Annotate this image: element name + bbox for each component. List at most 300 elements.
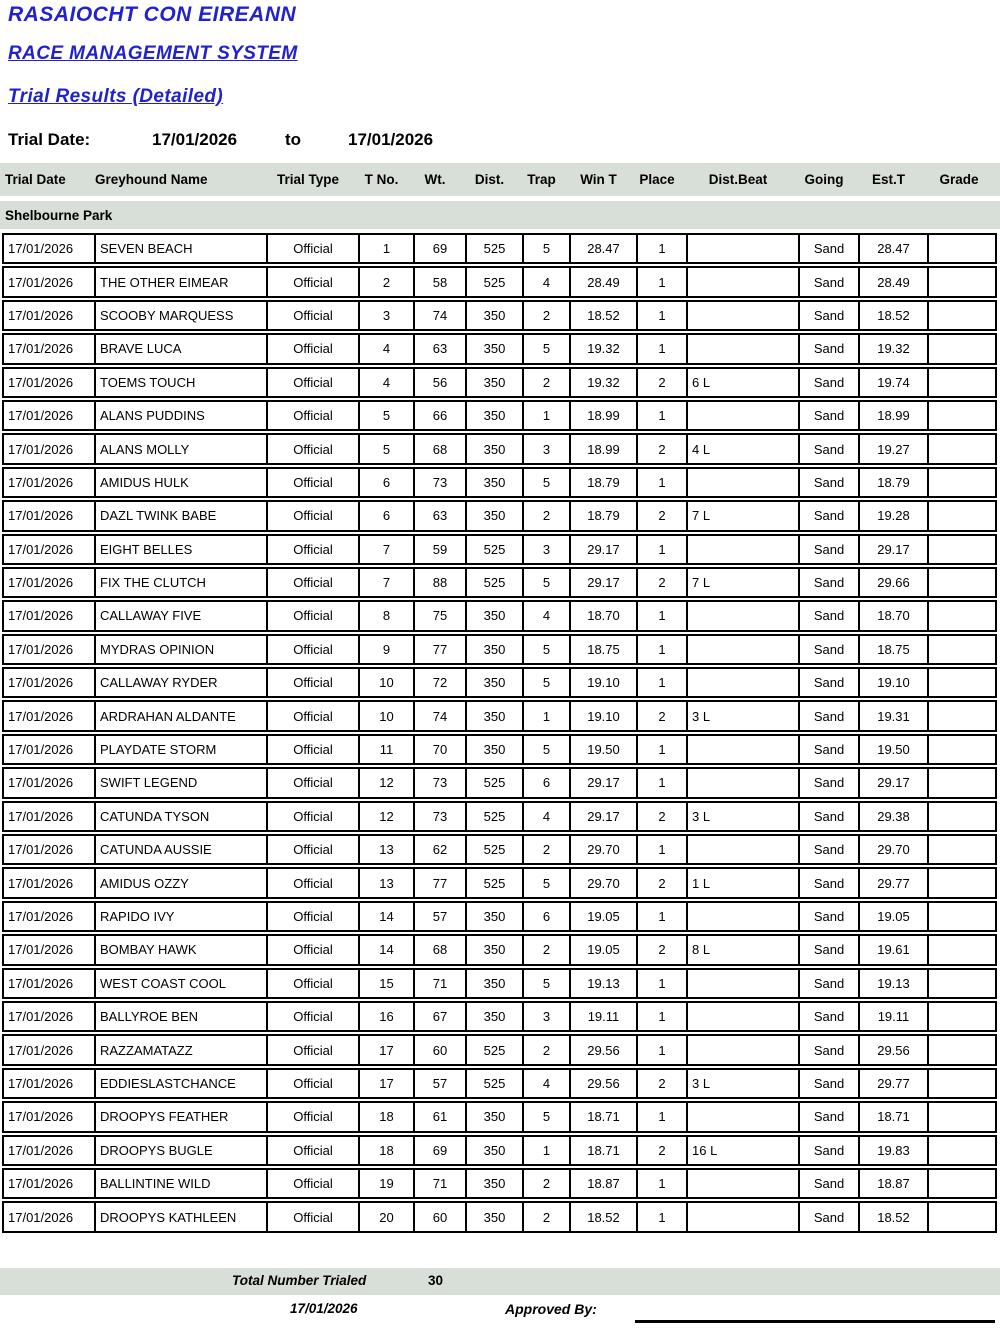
cell-est-t: 29.77 bbox=[858, 869, 927, 896]
col-header-trial-type: Trial Type bbox=[276, 172, 340, 187]
cell-grade bbox=[927, 369, 999, 396]
cell-trial-date: 17/01/2026 bbox=[8, 808, 74, 824]
cell-greyhound-name: DROOPYS FEATHER bbox=[94, 1103, 266, 1130]
cell-wt: 71 bbox=[413, 970, 465, 997]
cell-dist-beat bbox=[686, 335, 798, 362]
cell-win-t: 29.17 bbox=[569, 769, 636, 796]
cell-grade bbox=[927, 502, 999, 529]
trial-date-label: Trial Date: bbox=[8, 130, 91, 149]
cell-t-no: 13 bbox=[358, 869, 413, 896]
cell-trap: 2 bbox=[522, 1036, 569, 1063]
cell-place: 2 bbox=[636, 1137, 686, 1164]
cell-dist: 350 bbox=[465, 970, 522, 997]
cell-dist: 350 bbox=[465, 1203, 522, 1230]
cell-trap: 2 bbox=[522, 369, 569, 396]
cell-going: Sand bbox=[798, 702, 858, 729]
cell-trial-date: 17/01/2026 bbox=[8, 1075, 74, 1091]
cell-place: 1 bbox=[636, 903, 686, 930]
cell-t-no: 5 bbox=[358, 435, 413, 462]
cell-dist: 350 bbox=[465, 669, 522, 696]
cell-greyhound-name: RAPIDO IVY bbox=[94, 903, 266, 930]
cell-dist-beat bbox=[686, 302, 798, 329]
track-section-name: Shelbourne Park bbox=[5, 207, 113, 223]
cell-dist: 350 bbox=[465, 903, 522, 930]
cell-dist-beat: 7 L bbox=[686, 569, 798, 596]
cell-greyhound-name: DROOPYS BUGLE bbox=[94, 1137, 266, 1164]
cell-est-t: 19.28 bbox=[858, 502, 927, 529]
table-row bbox=[2, 600, 997, 631]
cell-grade bbox=[927, 836, 999, 863]
cell-trial-date: 17/01/2026 bbox=[8, 441, 74, 457]
cell-place: 2 bbox=[636, 369, 686, 396]
cell-win-t: 18.87 bbox=[569, 1170, 636, 1197]
cell-dist-beat bbox=[686, 235, 798, 262]
cell-grade bbox=[927, 803, 999, 830]
cell-win-t: 28.47 bbox=[569, 235, 636, 262]
cell-dist: 350 bbox=[465, 702, 522, 729]
cell-trial-type: Official bbox=[266, 1070, 358, 1097]
cell-grade bbox=[927, 1103, 999, 1130]
cell-going: Sand bbox=[798, 1170, 858, 1197]
cell-dist-beat: 3 L bbox=[686, 702, 798, 729]
cell-going: Sand bbox=[798, 736, 858, 763]
cell-dist-beat: 3 L bbox=[686, 1070, 798, 1097]
cell-dist-beat: 3 L bbox=[686, 803, 798, 830]
cell-est-t: 19.31 bbox=[858, 702, 927, 729]
cell-est-t: 18.75 bbox=[858, 636, 927, 663]
cell-dist: 350 bbox=[465, 302, 522, 329]
cell-dist-beat bbox=[686, 536, 798, 563]
cell-greyhound-name: PLAYDATE STORM bbox=[94, 736, 266, 763]
cell-dist: 350 bbox=[465, 1103, 522, 1130]
cell-est-t: 29.17 bbox=[858, 536, 927, 563]
cell-dist-beat bbox=[686, 1103, 798, 1130]
col-header-dist-beat: Dist.Beat bbox=[708, 172, 768, 187]
table-row bbox=[2, 767, 997, 798]
cell-greyhound-name: WEST COAST COOL bbox=[94, 970, 266, 997]
org-title: RASAIOCHT CON EIREANN bbox=[8, 3, 297, 26]
table-row bbox=[2, 801, 997, 832]
cell-t-no: 10 bbox=[358, 669, 413, 696]
cell-greyhound-name: DROOPYS KATHLEEN bbox=[94, 1203, 266, 1230]
cell-trial-date: 17/01/2026 bbox=[8, 1209, 74, 1225]
cell-wt: 70 bbox=[413, 736, 465, 763]
col-header-est-t: Est.T bbox=[871, 172, 905, 187]
cell-place: 2 bbox=[636, 569, 686, 596]
cell-trap: 5 bbox=[522, 669, 569, 696]
cell-grade bbox=[927, 1070, 999, 1097]
cell-greyhound-name: EDDIESLASTCHANCE bbox=[94, 1070, 266, 1097]
cell-dist-beat: 6 L bbox=[686, 369, 798, 396]
cell-trap: 2 bbox=[522, 1170, 569, 1197]
cell-place: 1 bbox=[636, 302, 686, 329]
cell-dist-beat bbox=[686, 1036, 798, 1063]
cell-going: Sand bbox=[798, 936, 858, 963]
cell-grade bbox=[927, 1170, 999, 1197]
cell-t-no: 4 bbox=[358, 335, 413, 362]
cell-going: Sand bbox=[798, 869, 858, 896]
cell-dist: 350 bbox=[465, 335, 522, 362]
cell-trial-date: 17/01/2026 bbox=[8, 1142, 74, 1158]
cell-win-t: 29.17 bbox=[569, 569, 636, 596]
cell-place: 1 bbox=[636, 1170, 686, 1197]
cell-wt: 68 bbox=[413, 435, 465, 462]
cell-trap: 5 bbox=[522, 235, 569, 262]
report-title: Trial Results (Detailed) bbox=[8, 86, 224, 107]
cell-grade bbox=[927, 569, 999, 596]
cell-going: Sand bbox=[798, 536, 858, 563]
cell-win-t: 19.32 bbox=[569, 335, 636, 362]
cell-dist-beat bbox=[686, 669, 798, 696]
cell-place: 1 bbox=[636, 736, 686, 763]
cell-greyhound-name: THE OTHER EIMEAR bbox=[94, 268, 266, 295]
cell-going: Sand bbox=[798, 268, 858, 295]
cell-trial-date: 17/01/2026 bbox=[8, 842, 74, 858]
cell-win-t: 28.49 bbox=[569, 268, 636, 295]
cell-est-t: 18.87 bbox=[858, 1170, 927, 1197]
footer-date: 17/01/2026 bbox=[290, 1301, 358, 1316]
cell-est-t: 19.27 bbox=[858, 435, 927, 462]
cell-trap: 2 bbox=[522, 302, 569, 329]
cell-trial-type: Official bbox=[266, 569, 358, 596]
cell-wt: 58 bbox=[413, 268, 465, 295]
cell-grade bbox=[927, 335, 999, 362]
cell-t-no: 17 bbox=[358, 1070, 413, 1097]
trial-date-to-label: to bbox=[285, 130, 302, 149]
cell-trial-date: 17/01/2026 bbox=[8, 408, 74, 424]
cell-place: 1 bbox=[636, 402, 686, 429]
cell-win-t: 18.99 bbox=[569, 435, 636, 462]
cell-going: Sand bbox=[798, 1070, 858, 1097]
cell-dist-beat bbox=[686, 402, 798, 429]
table-column-headers bbox=[0, 163, 1000, 196]
cell-t-no: 6 bbox=[358, 469, 413, 496]
cell-est-t: 19.05 bbox=[858, 903, 927, 930]
cell-dist-beat: 1 L bbox=[686, 869, 798, 896]
cell-going: Sand bbox=[798, 669, 858, 696]
cell-trial-date: 17/01/2026 bbox=[8, 975, 74, 991]
cell-place: 1 bbox=[636, 1036, 686, 1063]
cell-trial-type: Official bbox=[266, 636, 358, 663]
cell-trial-date: 17/01/2026 bbox=[8, 1042, 74, 1058]
cell-place: 1 bbox=[636, 1103, 686, 1130]
cell-going: Sand bbox=[798, 836, 858, 863]
cell-t-no: 19 bbox=[358, 1170, 413, 1197]
cell-wt: 59 bbox=[413, 536, 465, 563]
cell-grade bbox=[927, 736, 999, 763]
cell-grade bbox=[927, 936, 999, 963]
cell-grade bbox=[927, 1137, 999, 1164]
table-row bbox=[2, 867, 997, 898]
cell-greyhound-name: CATUNDA AUSSIE bbox=[94, 836, 266, 863]
cell-going: Sand bbox=[798, 1003, 858, 1030]
cell-place: 2 bbox=[636, 869, 686, 896]
cell-win-t: 19.10 bbox=[569, 702, 636, 729]
cell-trial-date: 17/01/2026 bbox=[8, 307, 74, 323]
cell-greyhound-name: BALLYROE BEN bbox=[94, 1003, 266, 1030]
cell-going: Sand bbox=[798, 335, 858, 362]
approved-by-label: Approved By: bbox=[505, 1301, 597, 1317]
trial-date-from: 17/01/2026 bbox=[152, 130, 238, 149]
cell-dist: 350 bbox=[465, 402, 522, 429]
cell-going: Sand bbox=[798, 235, 858, 262]
cell-trial-date: 17/01/2026 bbox=[8, 341, 74, 357]
cell-win-t: 29.17 bbox=[569, 536, 636, 563]
cell-trial-date: 17/01/2026 bbox=[8, 508, 74, 524]
col-header-trial-date: Trial Date bbox=[5, 172, 66, 187]
cell-grade bbox=[927, 435, 999, 462]
cell-t-no: 14 bbox=[358, 936, 413, 963]
cell-trial-date: 17/01/2026 bbox=[8, 708, 74, 724]
cell-greyhound-name: BOMBAY HAWK bbox=[94, 936, 266, 963]
cell-going: Sand bbox=[798, 402, 858, 429]
cell-wt: 63 bbox=[413, 335, 465, 362]
cell-est-t: 19.10 bbox=[858, 669, 927, 696]
cell-est-t: 29.77 bbox=[858, 1070, 927, 1097]
cell-trial-type: Official bbox=[266, 769, 358, 796]
cell-place: 1 bbox=[636, 335, 686, 362]
cell-wt: 57 bbox=[413, 1070, 465, 1097]
cell-place: 1 bbox=[636, 836, 686, 863]
cell-dist: 350 bbox=[465, 602, 522, 629]
cell-grade bbox=[927, 1203, 999, 1230]
cell-win-t: 19.05 bbox=[569, 936, 636, 963]
cell-going: Sand bbox=[798, 302, 858, 329]
table-row bbox=[2, 400, 997, 431]
cell-dist: 350 bbox=[465, 1170, 522, 1197]
cell-wt: 75 bbox=[413, 602, 465, 629]
cell-est-t: 19.13 bbox=[858, 970, 927, 997]
cell-t-no: 5 bbox=[358, 402, 413, 429]
cell-dist: 350 bbox=[465, 369, 522, 396]
cell-est-t: 19.83 bbox=[858, 1137, 927, 1164]
cell-dist: 525 bbox=[465, 869, 522, 896]
cell-trap: 3 bbox=[522, 1003, 569, 1030]
cell-est-t: 18.52 bbox=[858, 302, 927, 329]
cell-grade bbox=[927, 235, 999, 262]
cell-win-t: 18.79 bbox=[569, 469, 636, 496]
cell-wt: 88 bbox=[413, 569, 465, 596]
cell-going: Sand bbox=[798, 1203, 858, 1230]
cell-trial-date: 17/01/2026 bbox=[8, 241, 74, 257]
cell-win-t: 18.71 bbox=[569, 1103, 636, 1130]
cell-t-no: 20 bbox=[358, 1203, 413, 1230]
cell-trap: 6 bbox=[522, 769, 569, 796]
cell-wt: 63 bbox=[413, 502, 465, 529]
cell-trial-type: Official bbox=[266, 602, 358, 629]
cell-dist-beat bbox=[686, 602, 798, 629]
system-title: RACE MANAGEMENT SYSTEM bbox=[8, 43, 298, 64]
cell-trial-type: Official bbox=[266, 869, 358, 896]
table-row bbox=[2, 934, 997, 965]
cell-win-t: 19.11 bbox=[569, 1003, 636, 1030]
cell-dist: 350 bbox=[465, 435, 522, 462]
cell-dist: 350 bbox=[465, 469, 522, 496]
cell-t-no: 16 bbox=[358, 1003, 413, 1030]
cell-dist: 525 bbox=[465, 235, 522, 262]
cell-wt: 71 bbox=[413, 1170, 465, 1197]
cell-t-no: 7 bbox=[358, 569, 413, 596]
cell-trap: 4 bbox=[522, 602, 569, 629]
cell-grade bbox=[927, 1003, 999, 1030]
cell-t-no: 18 bbox=[358, 1103, 413, 1130]
cell-trial-type: Official bbox=[266, 1103, 358, 1130]
cell-going: Sand bbox=[798, 469, 858, 496]
col-header-grade: Grade bbox=[939, 172, 979, 187]
cell-greyhound-name: FIX THE CLUTCH bbox=[94, 569, 266, 596]
cell-wt: 57 bbox=[413, 903, 465, 930]
total-band bbox=[0, 1268, 1000, 1295]
cell-t-no: 13 bbox=[358, 836, 413, 863]
cell-greyhound-name: SEVEN BEACH bbox=[94, 235, 266, 262]
cell-trap: 3 bbox=[522, 435, 569, 462]
cell-wt: 77 bbox=[413, 636, 465, 663]
cell-place: 1 bbox=[636, 602, 686, 629]
cell-trial-date: 17/01/2026 bbox=[8, 541, 74, 557]
cell-win-t: 19.13 bbox=[569, 970, 636, 997]
cell-wt: 73 bbox=[413, 769, 465, 796]
cell-trap: 3 bbox=[522, 536, 569, 563]
cell-win-t: 19.50 bbox=[569, 736, 636, 763]
cell-trap: 5 bbox=[522, 1103, 569, 1130]
cell-wt: 73 bbox=[413, 803, 465, 830]
cell-trap: 2 bbox=[522, 502, 569, 529]
cell-going: Sand bbox=[798, 502, 858, 529]
table-row bbox=[2, 233, 997, 264]
cell-grade bbox=[927, 702, 999, 729]
cell-trap: 4 bbox=[522, 268, 569, 295]
cell-dist: 350 bbox=[465, 736, 522, 763]
cell-greyhound-name: BRAVE LUCA bbox=[94, 335, 266, 362]
cell-grade bbox=[927, 402, 999, 429]
cell-place: 1 bbox=[636, 268, 686, 295]
cell-trial-type: Official bbox=[266, 1170, 358, 1197]
trial-date-until: 17/01/2026 bbox=[348, 130, 434, 149]
cell-win-t: 19.10 bbox=[569, 669, 636, 696]
cell-t-no: 12 bbox=[358, 769, 413, 796]
cell-wt: 69 bbox=[413, 1137, 465, 1164]
cell-greyhound-name: ALANS PUDDINS bbox=[94, 402, 266, 429]
cell-trial-date: 17/01/2026 bbox=[8, 474, 74, 490]
cell-place: 2 bbox=[636, 936, 686, 963]
cell-t-no: 10 bbox=[358, 702, 413, 729]
cell-t-no: 14 bbox=[358, 903, 413, 930]
cell-dist: 525 bbox=[465, 836, 522, 863]
cell-dist-beat bbox=[686, 736, 798, 763]
cell-greyhound-name: ALANS MOLLY bbox=[94, 435, 266, 462]
cell-greyhound-name: CALLAWAY RYDER bbox=[94, 669, 266, 696]
cell-t-no: 12 bbox=[358, 803, 413, 830]
cell-t-no: 18 bbox=[358, 1137, 413, 1164]
cell-trap: 5 bbox=[522, 335, 569, 362]
cell-trial-date: 17/01/2026 bbox=[8, 641, 74, 657]
cell-dist-beat bbox=[686, 903, 798, 930]
cell-place: 1 bbox=[636, 469, 686, 496]
cell-wt: 77 bbox=[413, 869, 465, 896]
cell-dist: 525 bbox=[465, 1070, 522, 1097]
cell-greyhound-name: MYDRAS OPINION bbox=[94, 636, 266, 663]
cell-trap: 1 bbox=[522, 1137, 569, 1164]
cell-going: Sand bbox=[798, 1036, 858, 1063]
cell-trial-type: Official bbox=[266, 536, 358, 563]
cell-t-no: 3 bbox=[358, 302, 413, 329]
cell-place: 2 bbox=[636, 1070, 686, 1097]
cell-dist: 350 bbox=[465, 502, 522, 529]
cell-dist: 525 bbox=[465, 803, 522, 830]
cell-win-t: 29.17 bbox=[569, 803, 636, 830]
cell-dist-beat: 7 L bbox=[686, 502, 798, 529]
cell-trap: 5 bbox=[522, 869, 569, 896]
cell-wt: 69 bbox=[413, 235, 465, 262]
cell-est-t: 18.70 bbox=[858, 602, 927, 629]
table-row bbox=[2, 634, 997, 665]
cell-going: Sand bbox=[798, 970, 858, 997]
cell-greyhound-name: EIGHT BELLES bbox=[94, 536, 266, 563]
cell-grade bbox=[927, 869, 999, 896]
cell-wt: 73 bbox=[413, 469, 465, 496]
cell-t-no: 11 bbox=[358, 736, 413, 763]
cell-going: Sand bbox=[798, 569, 858, 596]
cell-dist-beat bbox=[686, 1203, 798, 1230]
table-row bbox=[2, 433, 997, 464]
cell-trial-date: 17/01/2026 bbox=[8, 575, 74, 591]
table-row bbox=[2, 1068, 997, 1099]
table-row bbox=[2, 467, 997, 498]
cell-est-t: 29.38 bbox=[858, 803, 927, 830]
cell-place: 1 bbox=[636, 769, 686, 796]
cell-est-t: 29.66 bbox=[858, 569, 927, 596]
col-header-win-t: Win T bbox=[580, 172, 617, 187]
cell-greyhound-name: AMIDUS OZZY bbox=[94, 869, 266, 896]
cell-grade bbox=[927, 268, 999, 295]
total-trialed-label: Total Number Trialed bbox=[232, 1273, 367, 1288]
cell-est-t: 29.56 bbox=[858, 1036, 927, 1063]
cell-trial-date: 17/01/2026 bbox=[8, 909, 74, 924]
cell-dist: 350 bbox=[465, 936, 522, 963]
cell-trial-type: Official bbox=[266, 335, 358, 362]
cell-est-t: 19.50 bbox=[858, 736, 927, 763]
cell-trial-type: Official bbox=[266, 502, 358, 529]
cell-t-no: 6 bbox=[358, 502, 413, 529]
cell-trial-date: 17/01/2026 bbox=[8, 675, 74, 691]
cell-dist-beat bbox=[686, 769, 798, 796]
cell-trial-type: Official bbox=[266, 669, 358, 696]
cell-dist: 525 bbox=[465, 268, 522, 295]
cell-greyhound-name: TOEMS TOUCH bbox=[94, 369, 266, 396]
cell-trap: 2 bbox=[522, 1203, 569, 1230]
cell-place: 2 bbox=[636, 702, 686, 729]
cell-t-no: 1 bbox=[358, 235, 413, 262]
cell-trap: 2 bbox=[522, 936, 569, 963]
col-header-greyhound-name: Greyhound Name bbox=[95, 172, 208, 187]
cell-trap: 6 bbox=[522, 903, 569, 930]
col-header-going: Going bbox=[804, 172, 844, 187]
cell-est-t: 29.17 bbox=[858, 769, 927, 796]
cell-win-t: 29.70 bbox=[569, 869, 636, 896]
cell-grade bbox=[927, 536, 999, 563]
cell-dist-beat bbox=[686, 1170, 798, 1197]
cell-trap: 4 bbox=[522, 803, 569, 830]
cell-going: Sand bbox=[798, 602, 858, 629]
cell-place: 1 bbox=[636, 1003, 686, 1030]
cell-place: 1 bbox=[636, 669, 686, 696]
cell-win-t: 18.99 bbox=[569, 402, 636, 429]
cell-trial-date: 17/01/2026 bbox=[8, 1009, 74, 1025]
cell-trial-type: Official bbox=[266, 1203, 358, 1230]
cell-trial-type: Official bbox=[266, 302, 358, 329]
cell-greyhound-name: CATUNDA TYSON bbox=[94, 803, 266, 830]
cell-trap: 1 bbox=[522, 402, 569, 429]
